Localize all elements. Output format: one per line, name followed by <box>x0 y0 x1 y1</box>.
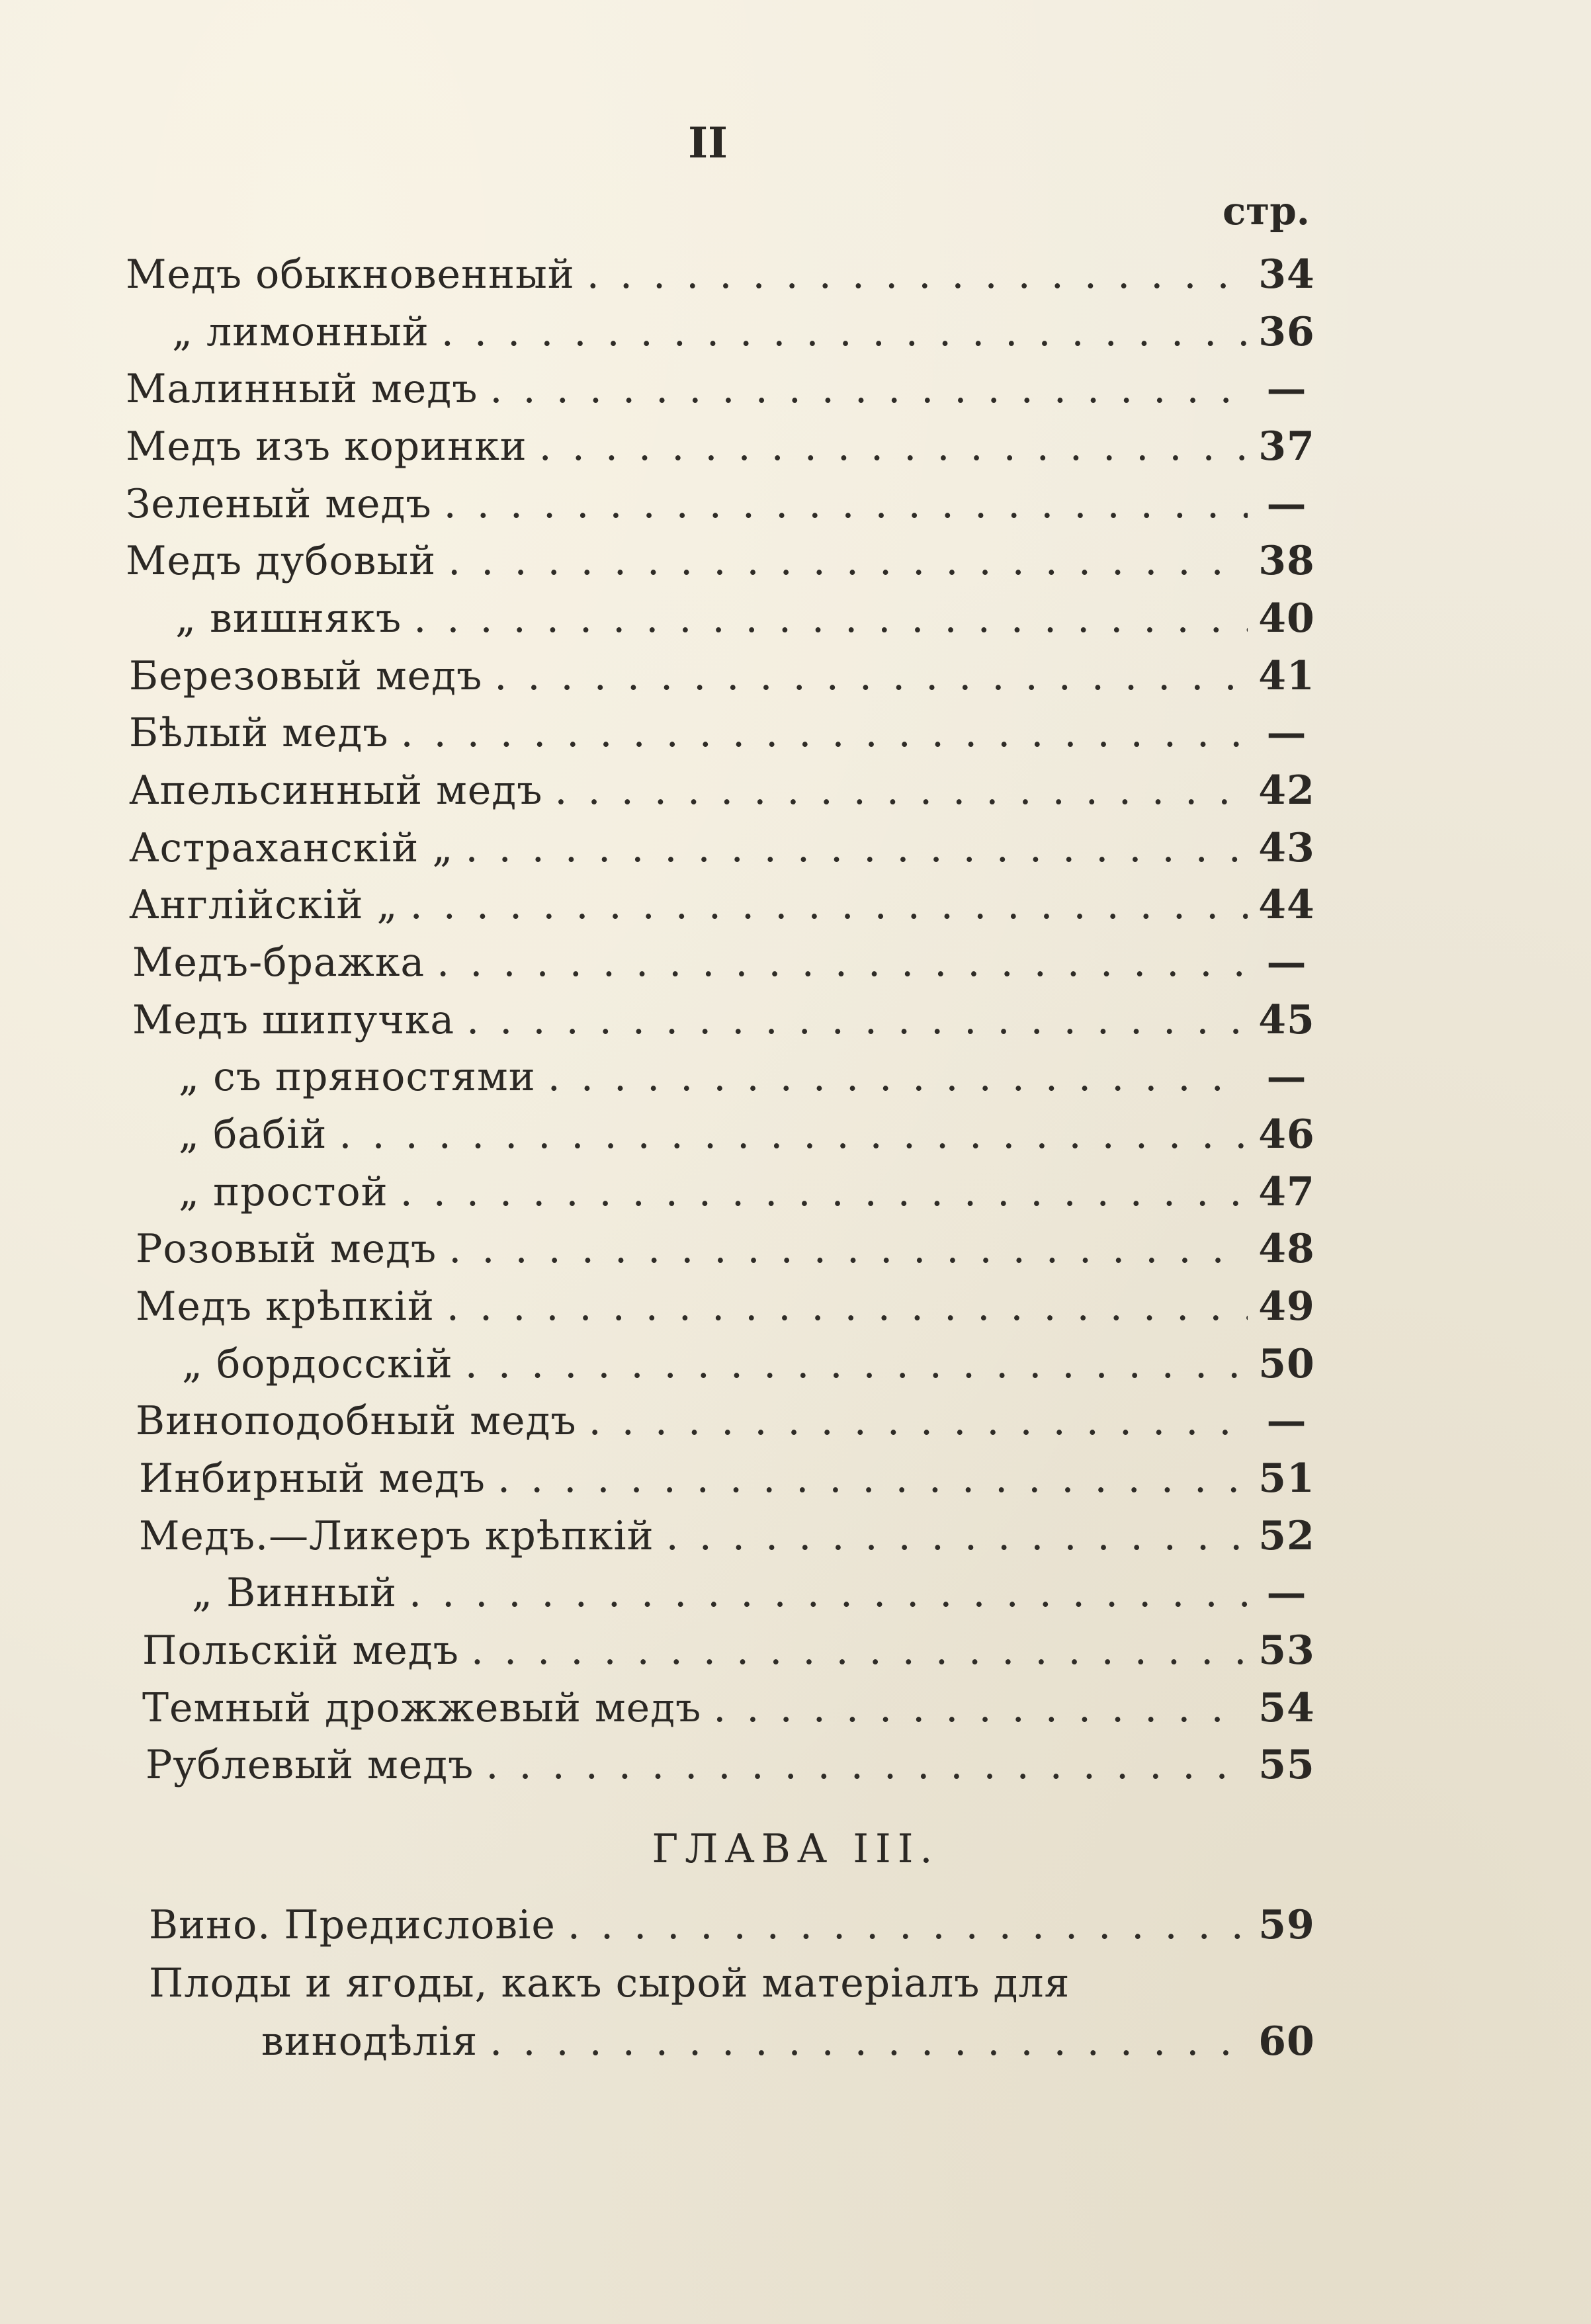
toc-dot-leader <box>587 255 1248 294</box>
toc-entry <box>179 1054 1316 1100</box>
toc-entry-title: „ бабій <box>179 1111 327 1158</box>
toc-entry-title: „ Винный <box>192 1570 397 1616</box>
toc-entry-title: Англійскій „ <box>129 882 398 928</box>
toc-entry-page: 46 <box>1258 1111 1315 1158</box>
toc-entry-title-line: Плоды и ягоды, какъ сырой матеріалъ для <box>149 1960 1070 2006</box>
toc-entry <box>129 653 1316 699</box>
toc-entry-page: 59 <box>1258 1902 1315 1948</box>
toc-entry-title: Астраханскій „ <box>129 825 454 871</box>
toc-entry-title: винодѣлія <box>261 2018 478 2065</box>
toc-dot-leader <box>410 885 1248 925</box>
toc-entry <box>126 481 1316 527</box>
toc-entry <box>136 1283 1316 1330</box>
toc-entry-title: „ бордосскій <box>182 1341 453 1387</box>
toc-entry <box>129 825 1316 871</box>
toc-entry <box>132 997 1316 1043</box>
toc-entry <box>182 1341 1316 1387</box>
toc-dot-leader <box>401 713 1248 753</box>
toc-entry-title: Березовый медъ <box>129 653 483 699</box>
toc-dot-leader <box>494 656 1248 696</box>
toc-entry-page: — <box>1266 481 1307 527</box>
toc-dot-leader <box>339 1115 1248 1154</box>
toc-entry-page: 43 <box>1258 825 1315 871</box>
toc-entry-title: Польскій медъ <box>142 1627 459 1674</box>
toc-entry-page: — <box>1266 366 1307 412</box>
toc-entry <box>129 710 1316 756</box>
toc-entry-page: 34 <box>1258 251 1315 298</box>
toc-entry-page: — <box>1266 939 1307 986</box>
toc-entry <box>136 1398 1316 1444</box>
toc-entry-page: 60 <box>1258 2018 1315 2065</box>
toc-entry-title: Медъ изъ коринки <box>126 423 527 470</box>
toc-entry-title: Рублевый медъ <box>146 1742 474 1788</box>
toc-entry-page: 52 <box>1258 1513 1315 1559</box>
toc-dot-leader <box>666 1516 1248 1556</box>
toc-entry-title: Розовый медъ <box>136 1226 437 1272</box>
toc-dot-leader <box>465 1344 1248 1384</box>
toc-dot-leader <box>471 1631 1248 1670</box>
toc-entry <box>126 366 1316 412</box>
toc-entry-page: 42 <box>1258 767 1315 814</box>
toc-entry <box>139 1513 1316 1559</box>
toc-entry <box>261 2018 1316 2065</box>
toc-dot-leader <box>447 1287 1248 1326</box>
toc-dot-leader <box>589 1401 1248 1441</box>
toc-dot-leader <box>713 1688 1248 1728</box>
toc-entry-title: „ лимонный <box>172 309 429 355</box>
toc-entry-page: 45 <box>1258 997 1315 1043</box>
toc-entry <box>192 1570 1316 1616</box>
toc-dot-leader <box>490 2022 1248 2061</box>
toc-entry-title: Бѣлый медъ <box>129 710 389 756</box>
toc-entry-page: 48 <box>1258 1226 1315 1272</box>
toc-entry-page: 51 <box>1258 1455 1315 1502</box>
toc-dot-leader <box>409 1573 1248 1613</box>
toc-entry <box>172 309 1316 355</box>
toc-entry-title: „ простой <box>179 1169 388 1215</box>
toc-entry <box>126 251 1316 298</box>
toc-entry <box>139 1455 1316 1502</box>
toc-entry-page: — <box>1266 1570 1307 1616</box>
toc-dot-leader <box>448 541 1248 581</box>
toc-dot-leader <box>554 771 1248 810</box>
page-column-header: стр. <box>1222 189 1310 234</box>
toc-entry <box>136 1226 1316 1272</box>
toc-dot-leader <box>400 1172 1248 1212</box>
toc-entry-title: Зеленый медъ <box>126 481 432 527</box>
toc-dot-leader <box>444 484 1248 524</box>
toc-dot-leader <box>497 1459 1248 1498</box>
toc-entry-page: 53 <box>1258 1627 1315 1674</box>
toc-entry-page: 50 <box>1258 1341 1315 1387</box>
toc-entry-title: Вино. Предисловіе <box>149 1902 556 1948</box>
toc-dot-leader <box>539 427 1248 466</box>
toc-entry <box>126 538 1316 584</box>
toc-dot-leader <box>548 1057 1248 1097</box>
toc-dot-leader <box>449 1229 1248 1269</box>
toc-entry <box>149 1902 1316 1948</box>
toc-entry <box>179 1111 1316 1158</box>
toc-dot-leader <box>568 1905 1248 1945</box>
page-number: II <box>688 118 728 168</box>
toc-entry-page: 47 <box>1258 1169 1315 1215</box>
toc-entry-title: Виноподобный медъ <box>136 1398 577 1444</box>
toc-entry-title: Медъ обыкновенный <box>126 251 575 298</box>
toc-entry-page: 54 <box>1258 1685 1315 1731</box>
toc-entry <box>142 1627 1316 1674</box>
toc-entry <box>179 1169 1316 1215</box>
toc-entry-title: Медъ дубовый <box>126 538 437 584</box>
toc-dot-leader <box>486 1745 1248 1785</box>
toc-entry <box>142 1685 1316 1731</box>
toc-entry <box>132 939 1316 986</box>
toc-entry-page: — <box>1266 710 1307 756</box>
toc-entry-page: 38 <box>1258 538 1315 584</box>
toc-entry-page: 49 <box>1258 1283 1315 1330</box>
toc-entry-title: Медъ крѣпкій <box>136 1283 435 1330</box>
toc-entry <box>129 882 1316 928</box>
toc-entry-page: — <box>1266 1398 1307 1444</box>
toc-dot-leader <box>437 943 1248 982</box>
toc-entry-page: 37 <box>1258 423 1315 470</box>
toc-entry-title: Инбирный медъ <box>139 1455 486 1502</box>
toc-entry-page: 44 <box>1258 882 1315 928</box>
toc-entry-page: — <box>1266 1054 1307 1100</box>
toc-entry-title: Апельсинный медъ <box>129 767 543 814</box>
toc-entry-title: Медъ-бражка <box>132 939 425 986</box>
toc-entry <box>129 767 1316 814</box>
toc-entry-title: „ съ пряностями <box>179 1054 536 1100</box>
toc-entry-page: 55 <box>1258 1742 1315 1788</box>
toc-entry-title: „ вишнякъ <box>175 595 402 642</box>
toc-entry <box>146 1742 1316 1788</box>
toc-entry-title: Малинный медъ <box>126 366 478 412</box>
toc-dot-leader <box>466 1000 1248 1040</box>
toc-entry <box>175 595 1316 642</box>
toc-entry-page: 36 <box>1258 309 1315 355</box>
toc-dot-leader <box>413 599 1248 638</box>
toc-entry-page: 41 <box>1258 653 1315 699</box>
toc-dot-leader <box>490 369 1248 409</box>
chapter-heading: ГЛАВА III. <box>652 1826 939 1872</box>
toc-entry-page: 40 <box>1258 595 1315 642</box>
toc-entry-title: Темный дрожжевый медъ <box>142 1685 702 1731</box>
toc-entry-title: Медъ.—Ликеръ крѣпкій <box>139 1513 654 1559</box>
toc-entry <box>126 423 1316 470</box>
toc-entry-title: Медъ шипучка <box>132 997 455 1043</box>
toc-dot-leader <box>441 312 1248 352</box>
toc-dot-leader <box>465 828 1248 868</box>
